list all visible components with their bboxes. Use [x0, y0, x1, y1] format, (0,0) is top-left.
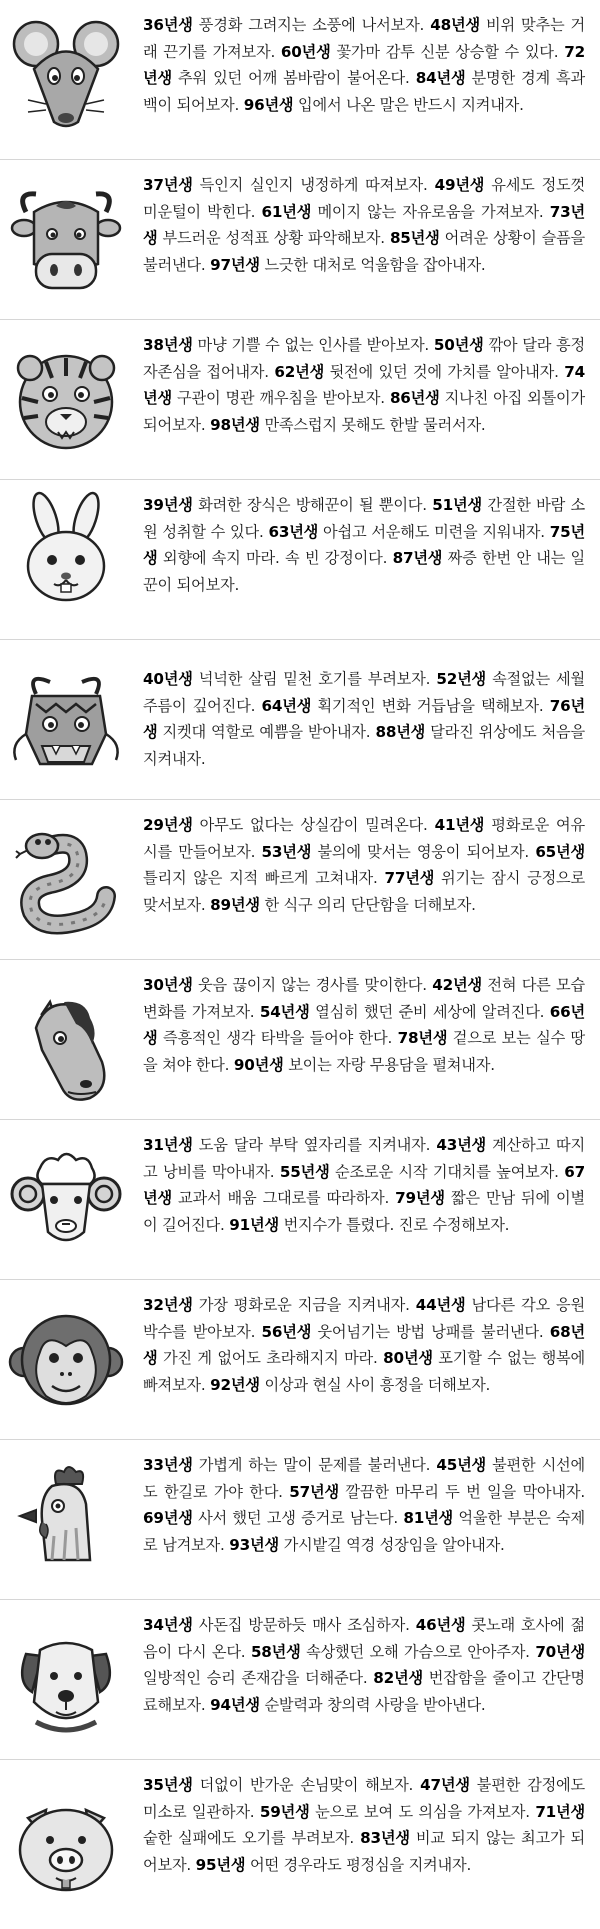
zodiac-row-rat [0, 0, 600, 160]
zodiac-row-rooster [0, 1440, 600, 1600]
birth-year: 81년생 [403, 1509, 454, 1527]
fortune-text-horse [143, 972, 585, 1078]
dog-icon [6, 1622, 126, 1742]
birth-year: 86년생 [389, 389, 440, 407]
fortune-line: 한 식구 의리 단단함을 더해보자. [259, 895, 476, 914]
birth-year: 64년생 [261, 696, 312, 715]
fortune-line: 콧노래 호사에 젊음이 다시 온다. [143, 1616, 585, 1661]
fortune-line: 숱한 실패에도 오기를 부려보자. [143, 1829, 361, 1847]
birth-year: 78년생 [397, 1029, 448, 1047]
birth-year: 49년생 [434, 176, 485, 194]
birth-year: 56년생 [261, 1322, 312, 1341]
birth-year: 95년생 [195, 1855, 246, 1874]
birth-year: 54년생 [259, 1002, 310, 1021]
fortune-text-ox [143, 172, 585, 278]
fortune-line: 순조로운 시작 기대치를 높여보자. [329, 1162, 565, 1181]
fortune-text-snake [143, 812, 585, 918]
birth-year: 41년생 [434, 816, 485, 834]
fortune-text-pig [143, 1772, 585, 1878]
birth-year: 82년생 [373, 1669, 423, 1687]
birth-year: 94년생 [210, 1695, 260, 1714]
birth-year: 31년생 [143, 1136, 193, 1154]
monkey-icon [6, 1302, 126, 1422]
fortune-line: 즉흥적인 생각 타박을 들어야 한다. [157, 1029, 398, 1047]
birth-year: 59년생 [259, 1802, 310, 1821]
ox-icon [6, 182, 126, 302]
fortune-line: 비위 맞추는 거래 끈기를 가져보자. [143, 16, 585, 61]
fortune-line: 가장 평화로운 지금을 지켜내자. [192, 1296, 416, 1314]
fortune-line: 유세도 정도껏 미운털이 박힌다. [143, 176, 585, 221]
fortune-line: 구관이 명관 깨우침을 받아보자. [171, 389, 390, 407]
fortune-line: 풍경화 그려지는 소풍에 나서보자. [192, 16, 431, 34]
fortune-line: 번지수가 틀렸다. 진로 수정해보자. [278, 1215, 510, 1234]
fortune-line: 입에서 나온 말은 반드시 지켜내자. [293, 95, 524, 114]
birth-year: 47년생 [420, 1776, 470, 1794]
fortune-line: 순발력과 창의력 사랑을 받아낸다. [259, 1695, 486, 1714]
pig-icon [6, 1788, 126, 1908]
birth-year: 92년생 [210, 1375, 260, 1394]
fortune-line: 어려운 상황이 슬픔을 불러낸다. [143, 229, 585, 274]
fortune-line: 가볍게 하는 말이 문제를 불러낸다. [192, 1456, 437, 1474]
zodiac-row-dog [0, 1600, 600, 1760]
fortune-line: 깎아 달라 흥정 자존심을 접어내자. [143, 336, 585, 381]
fortune-line: 뒷전에 있던 것에 가치를 알아내자. [324, 362, 565, 381]
birth-year: 61년생 [261, 202, 312, 221]
birth-year: 45년생 [436, 1456, 487, 1474]
birth-year: 91년생 [229, 1215, 279, 1234]
birth-year: 68년생 [143, 1322, 585, 1367]
fortune-line: 어떤 경우라도 평정심을 지켜내자. [245, 1855, 472, 1874]
zodiac-row-horse [0, 960, 600, 1120]
birth-year: 52년생 [436, 670, 487, 688]
birth-year: 67년생 [143, 1162, 585, 1207]
birth-year: 73년생 [143, 202, 585, 247]
fortune-line: 더없이 반가운 손님맞이 해보자. [192, 1776, 421, 1794]
birth-year: 46년생 [415, 1616, 466, 1634]
fortune-line: 눈으로 보여 도 의심을 가져보자. [309, 1802, 536, 1821]
fortune-line: 보이는 자랑 무용담을 펼쳐내자. [283, 1055, 495, 1074]
birth-year: 42년생 [432, 976, 482, 994]
birth-year: 51년생 [432, 496, 482, 514]
fortune-text-dog [143, 1612, 585, 1718]
birth-year: 32년생 [143, 1296, 193, 1314]
fortune-line: 이상과 현실 사이 흥정을 더해보자. [259, 1375, 491, 1394]
fortune-line: 간절한 바람 소원 성취할 수 있다. [143, 496, 585, 541]
fortune-line: 득인지 실인지 냉정하게 따져보자. [192, 176, 435, 194]
zodiac-row-rabbit [0, 480, 600, 640]
fortune-line: 가진 게 없어도 초라해지지 마라. [157, 1349, 384, 1367]
birth-year: 80년생 [383, 1349, 433, 1367]
fortune-line: 사돈집 방문하듯 매사 조심하자. [192, 1616, 416, 1634]
fortune-line: 지켓대 역할로 예쁨을 받아내자. [157, 723, 376, 741]
fortune-line: 달라진 위상에도 처음을 지켜내자. [143, 723, 585, 768]
zodiac-row-pig [0, 1760, 600, 1929]
rabbit-icon [6, 490, 126, 610]
zodiac-row-dragon [0, 640, 600, 800]
fortune-line: 불의에 맞서는 영웅이 되어보자. [311, 842, 536, 861]
fortune-line: 일방적인 승리 존재감을 더해준다. [143, 1669, 374, 1687]
fortune-text-dragon [143, 666, 585, 772]
fortune-line: 획기적인 변화 거듭남을 택해보자. [311, 696, 550, 715]
fortune-line: 아무도 없다는 상실감이 밀려온다. [192, 816, 435, 834]
birth-year: 57년생 [289, 1482, 339, 1501]
fortune-line: 위기는 잠시 긍정으로 맞서보자. [143, 869, 585, 914]
birth-year: 40년생 [143, 670, 193, 688]
fortune-line: 전혀 다른 모습 변화를 가져보자. [143, 976, 585, 1021]
birth-year: 38년생 [143, 336, 193, 354]
fortune-line: 계산하고 따지고 낭비를 막아내자. [143, 1136, 585, 1181]
zodiac-row-monkey [0, 1280, 600, 1440]
birth-year: 62년생 [274, 362, 325, 381]
birth-year: 83년생 [360, 1829, 410, 1847]
birth-year: 35년생 [143, 1776, 193, 1794]
zodiac-row-sheep [0, 1120, 600, 1280]
zodiac-row-tiger [0, 320, 600, 480]
fortune-line: 짜증 한번 안 내는 일꾼이 되어보자. [143, 549, 585, 594]
birth-year: 48년생 [430, 16, 480, 34]
rat-icon [6, 14, 126, 134]
birth-year: 34년생 [143, 1616, 193, 1634]
fortune-line: 넉넉한 살림 밑천 호기를 부려보자. [192, 670, 437, 688]
fortune-text-monkey [143, 1292, 585, 1398]
fortune-line: 부드러운 성적표 상황 파악해보자. [157, 229, 390, 247]
birth-year: 39년생 [143, 496, 193, 514]
fortune-line: 틀리지 않은 지적 빠르게 고쳐내자. [143, 869, 385, 887]
fortune-line: 만족스럽지 못해도 한발 물러서자. [259, 415, 486, 434]
birth-year: 43년생 [436, 1136, 487, 1154]
sheep-icon [6, 1138, 126, 1258]
fortune-line: 짧은 만남 뒤에 이별이 길어진다. [143, 1189, 585, 1234]
birth-year: 72년생 [143, 42, 585, 87]
dragon-icon [6, 664, 126, 784]
birth-year: 70년생 [535, 1642, 585, 1661]
fortune-line: 웃음 끊이지 않는 경사를 맞이한다. [192, 976, 433, 994]
fortune-line: 아쉽고 서운해도 미련을 지워내자. [318, 522, 550, 541]
fortune-line: 추워 있던 어깨 봄바람이 불어온다. [171, 69, 416, 87]
fortune-line: 메이지 않는 자유로움을 가져보자. [311, 202, 550, 221]
fortune-line: 불편한 감정에도 미소로 일관하자. [143, 1776, 585, 1821]
birth-year: 50년생 [433, 336, 484, 354]
fortune-line: 웃어넘기는 방법 낭패를 불러낸다. [311, 1322, 550, 1341]
tiger-icon [6, 342, 126, 462]
birth-year: 87년생 [392, 549, 443, 567]
birth-year: 88년생 [375, 723, 426, 741]
fortune-line: 느긋한 대처로 억울함을 잡아내자. [259, 255, 486, 274]
fortune-line: 번잡함을 줄이고 간단명료해보자. [143, 1669, 585, 1714]
fortune-line: 교과서 배움 그대로를 따라하자. [171, 1189, 396, 1207]
birth-year: 74년생 [143, 362, 585, 407]
birth-year: 98년생 [210, 415, 260, 434]
zodiac-row-snake [0, 800, 600, 960]
fortune-line: 깔끔한 마무리 두 번 일을 막아내자. [338, 1482, 585, 1501]
birth-year: 96년생 [243, 95, 294, 114]
birth-year: 37년생 [143, 176, 193, 194]
birth-year: 65년생 [535, 842, 585, 861]
birth-year: 66년생 [143, 1002, 585, 1047]
zodiac-row-ox [0, 160, 600, 320]
fortune-line: 열심히 했던 준비 세상에 알려진다. [309, 1002, 550, 1021]
birth-year: 90년생 [233, 1055, 284, 1074]
birth-year: 79년생 [395, 1189, 445, 1207]
fortune-text-sheep [143, 1132, 585, 1238]
birth-year: 77년생 [384, 869, 435, 887]
birth-year: 36년생 [143, 16, 193, 34]
fortune-text-rat [143, 12, 585, 118]
birth-year: 55년생 [279, 1162, 330, 1181]
birth-year: 89년생 [210, 895, 260, 914]
fortune-line: 비교 되지 않는 최고가 되어보자. [143, 1829, 585, 1874]
birth-year: 53년생 [261, 842, 312, 861]
fortune-line: 꽃가마 감투 신분 상승할 수 있다. [330, 42, 565, 61]
birth-year: 33년생 [143, 1456, 193, 1474]
fortune-line: 속상했던 오해 가슴으로 안아주자. [300, 1642, 536, 1661]
fortune-line: 외향에 속지 마라. 속 빈 강정이다. [157, 549, 393, 567]
birth-year: 60년생 [280, 42, 331, 61]
fortune-line: 마냥 기쁠 수 없는 인사를 받아보자. [192, 336, 434, 354]
birth-year: 29년생 [143, 816, 193, 834]
fortune-line: 가시밭길 역경 성장임을 알아내자. [278, 1535, 505, 1554]
horse-icon [6, 988, 126, 1108]
snake-icon [6, 818, 126, 938]
fortune-line: 화려한 장식은 방해꾼이 될 뿐이다. [192, 496, 433, 514]
birth-year: 93년생 [229, 1535, 279, 1554]
birth-year: 71년생 [535, 1802, 585, 1821]
fortune-line: 속절없는 세월 주름이 깊어진다. [143, 670, 585, 715]
fortune-text-rooster [143, 1452, 585, 1558]
fortune-line: 사서 했던 고생 증거로 남는다. [192, 1509, 404, 1527]
birth-year: 97년생 [210, 255, 260, 274]
birth-year: 44년생 [415, 1296, 466, 1314]
birth-year: 84년생 [415, 69, 466, 87]
fortune-text-tiger [143, 332, 585, 438]
birth-year: 75년생 [143, 522, 585, 567]
fortune-line: 포기할 수 없는 행복에 빠져보자. [143, 1349, 585, 1394]
fortune-line: 불편한 시선에도 한길로 가야 한다. [143, 1456, 585, 1501]
birth-year: 30년생 [143, 976, 193, 994]
fortune-line: 겉으로 보는 실수 땅을 쳐야 한다. [143, 1029, 585, 1074]
fortune-line: 억울한 부분은 숙제로 남겨보자. [143, 1509, 585, 1554]
birth-year: 63년생 [268, 522, 319, 541]
rooster-icon [6, 1460, 126, 1580]
fortune-line: 남다른 각오 응원 박수를 받아보자. [143, 1296, 585, 1341]
birth-year: 85년생 [389, 229, 440, 247]
fortune-line: 지나친 아집 외톨이가 되어보자. [143, 389, 585, 434]
birth-year: 76년생 [143, 696, 585, 741]
fortune-text-rabbit [143, 492, 585, 598]
fortune-line: 도움 달라 부탁 옆자리를 지켜내자. [192, 1136, 437, 1154]
fortune-line: 분명한 경계 흑과 백이 되어보자. [143, 69, 585, 114]
birth-year: 69년생 [143, 1509, 193, 1527]
fortune-line: 평화로운 여유 시를 만들어보자. [143, 816, 585, 861]
birth-year: 58년생 [250, 1642, 301, 1661]
